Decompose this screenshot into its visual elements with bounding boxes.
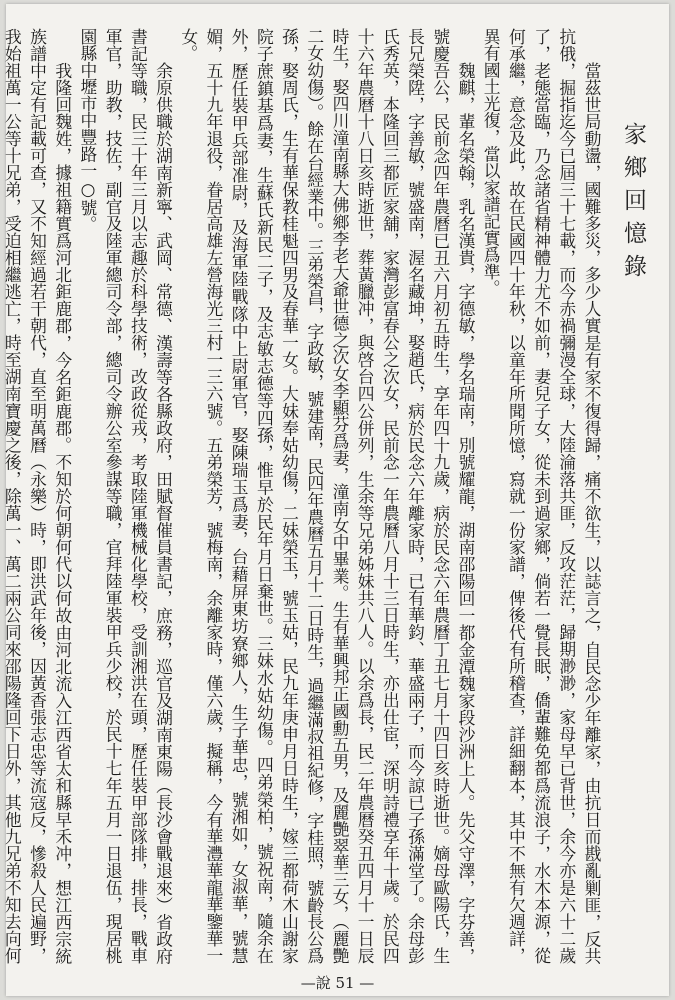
paragraph: 余原供職於湖南新寧、武岡、常德、漢壽等各縣政府，田賦督催員書記，庶務，巡官及湖南東陽（長沙會戰退來）省政府書記等職，民三十年三月以志趣於科學技術，改政從戎，考取陸軍機械化學校，受訓湘洪在頭，歷任裝甲部隊排，排長，戰車軍官，助教，技佐，副官及陸軍總司令部，總司令辦公室參謀等職，官拜陸軍裝甲兵少校，於民十七年五月一日退伍，現居桃園縣中壢市中豐路一○號。	[77, 28, 174, 964]
page-number: —說 51 —	[300, 974, 375, 992]
book-page	[2, 4, 669, 996]
paragraph: 我隆回魏姓，據祖籍實爲河北鉅鹿郡，今名鉅鹿郡。不知於何朝何代以何故由河北流入江西省太和縣早禾冲，想江西宗統族譜中定有記載可查，又不知經過若干朝代，直至明萬曆（永樂）時，即洪武年後，因黃香張志忠等流寇反，慘殺人民遍野，我始祖萬一公等十兄弟，受迫相繼逃亡，時至湖南寶慶之後，除萬一、萬二兩公同來邵陽隆回下日外，其他九兄弟不知去向何	[2, 28, 73, 964]
paragraph: 當茲世局動盪，國難多災，多少人實是有家不復得歸，痛不欲生，以誌言之，自民念少年離家，由抗日而戡亂剿匪，反共抗俄，掘指迄今已屆三十七載，而今赤禍彌漫全球，大陸淪落共匪，反攻茫茫，歸期渺渺，家母早已背世，余今亦是六十二歲了，老態當臨，乃念諸省精神體力尤不如前，妻兒子女，從未到過家鄉，倘若一覺長眠，僑輩難免都爲流浪子，水木本源，從何承繼，意念及此，故在民國四十年秋，以童年所聞所憶，寫就一份家譜，俾後代有所稽查，詳細翻本，其中不無有欠週詳，異有國土光復，當以家譜記實爲準。	[481, 28, 602, 964]
body-text	[2, 28, 604, 964]
page-title: 家鄉回憶錄	[620, 122, 646, 287]
paragraph: 魏麒，輩名榮翰，乳名漢貴，字德敏，學名瑞南，別號耀龍，湖南邵陽回一都金潭魏家段沙洲上人。先父守澤，字芬善，號慶吾公，民前念四年農曆已丑六月初五時生，享年四十九歲，病於民念六年農曆丁丑七月十四日亥時逝世。嫡母歐陽氏，生長兄榮陞，字善敏，號盛南，渥名藏坤，娶趙氏，病於民念六年離家時，已有華鈞、華盛兩子，而今諒已子孫滿堂了。余母彭氏秀英，本隆回三都匠家舖，家灣彭富春公之次女，民前念一年農曆八月十三日時生，亦出仕宦，深明詩禮享年十歲。於民四十六年農曆十八日亥時逝世，葬黃臘冲，與啓台四公併列，生余等兄弟姊妹共八人。以余爲長，民二年農曆癸丑四月十一日辰時生，娶四川潼南縣大佛鄉李老大爺世德之次女李顯芬爲妻，潼南女中畢業。生有華興邦正國勳五男，及麗艷翠華三女，（麗艷二女幼傷）。餘在台經業中。三弟榮昌，字政敏，號建南，民四年農曆五月十二日時生，過繼滿叔祖紀修，字桂照，號齡長公爲孫，娶周氏，生有華保教桂魁四男及春華一女。大妹奉姑幼傷，二妹榮玉，號玉姑，民九年庚申月日時生，嫁三都荷木山謝家院子蔗鎮基爲妻，生蘇氏新民二子，及志敏志德等四孫，惟早於民年月日棄世。三妹水姑幼傷。四弟榮柏，號祝南，隨余在外，歷任裝甲兵部准尉，及海軍陸戰隊中上尉軍官，娶陳瑞玉爲妻，台藉屏東坊寮鄉人，生子華忠，號湘如，女淑華，號慧媚，五十九年退役，眷居高雄左營海光三村一三六號。五弟榮芳，號梅南，余離家時，僅六歲，擬稱，今有華灃華龍華鑒華一女。	[178, 28, 476, 964]
